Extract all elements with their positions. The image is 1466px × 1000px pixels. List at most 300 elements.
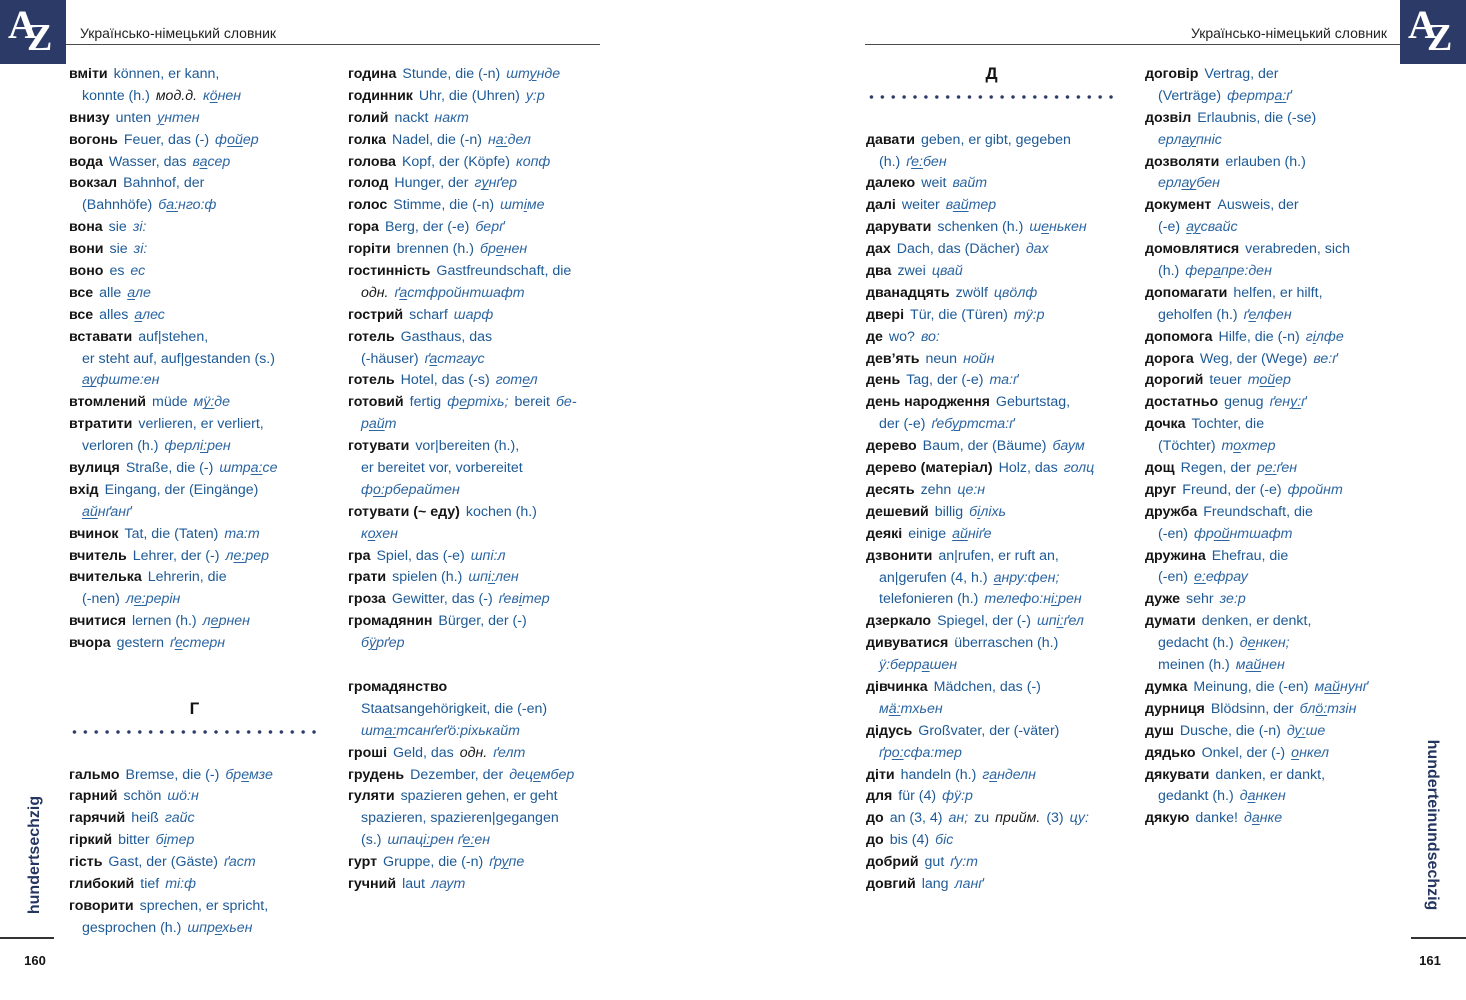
headword: дозвіл — [1145, 109, 1192, 126]
stressed-syllable: і — [518, 591, 523, 608]
entry-line — [866, 524, 1121, 546]
transcription-part: г — [1305, 328, 1313, 345]
german-translation: spazieren, spazieren|gegangen — [361, 810, 559, 827]
german-translation: zehn — [920, 481, 952, 498]
headword: далеко — [866, 175, 916, 192]
dictionary-entry — [1145, 699, 1400, 721]
transcription-part: пе — [508, 854, 525, 871]
dictionary-entry — [348, 86, 603, 108]
headword: гра — [348, 547, 371, 564]
headword: готель — [348, 372, 395, 389]
transcription-part: ґев — [498, 591, 519, 608]
stressed-syllable: е — [1247, 635, 1256, 652]
dictionary-entry — [1145, 611, 1400, 677]
entry-line — [866, 217, 1121, 239]
german-translation: Baum, der (Bäume) — [922, 438, 1047, 455]
headword: достатньо — [1145, 394, 1219, 411]
german-translation: brennen (h.) — [396, 241, 474, 258]
entry-line — [69, 152, 331, 174]
dictionary-entry — [866, 524, 1121, 546]
entry-line — [1145, 808, 1400, 830]
transcription — [1306, 329, 1344, 345]
entry-line — [866, 436, 1121, 458]
dictionary-entry — [866, 874, 1121, 896]
transcription-part: дец — [509, 766, 534, 783]
german-translation: Bahnhof, der — [123, 175, 205, 192]
dictionary-entry — [69, 392, 331, 414]
german-translation: danken, er dankt, — [1215, 766, 1326, 783]
transcription — [219, 460, 277, 476]
stressed-syllable: у — [529, 66, 537, 82]
dictionary-entry — [348, 436, 603, 502]
transcription-part: б — [969, 503, 978, 520]
entry-line — [1145, 567, 1400, 589]
dictionary-entry — [69, 130, 331, 152]
dictionary-entry — [1145, 327, 1400, 349]
entry-line — [1145, 786, 1400, 808]
transcription-part: тхьен — [900, 700, 943, 717]
headword: далі — [866, 197, 896, 214]
dictionary-entry — [866, 305, 1121, 327]
entry-line — [348, 743, 603, 765]
german-translation: teuer — [1209, 372, 1242, 389]
dictionary-entry — [69, 261, 331, 283]
entry-line — [69, 86, 331, 108]
dictionary-entry — [69, 830, 331, 852]
transcription — [425, 351, 485, 367]
dictionary-entry — [866, 633, 1121, 677]
transcription-part: лфен — [1255, 306, 1292, 323]
entry-line — [69, 458, 331, 480]
transcription — [134, 241, 148, 257]
entry-line — [69, 195, 331, 217]
entry-line — [348, 152, 603, 174]
stressed-syllable: ой — [1213, 525, 1230, 542]
german-translation: (3) — [1046, 810, 1064, 827]
entry-line — [348, 874, 603, 896]
transcription-part: штр — [219, 460, 251, 477]
transcription — [224, 526, 259, 542]
entry-line — [348, 546, 603, 568]
transcription-part: л — [529, 372, 538, 389]
transcription — [1236, 657, 1285, 673]
transcription — [82, 504, 131, 520]
transcription — [906, 154, 946, 170]
transcription-part: нкел — [1299, 744, 1329, 761]
stressed-syllable: у — [481, 175, 489, 192]
entry-line — [69, 611, 331, 633]
entry-line — [1145, 239, 1400, 261]
headword: говорити — [69, 897, 134, 914]
headword: вчителька — [69, 569, 142, 586]
transcription-part: т — [1247, 372, 1260, 389]
transcription — [1070, 810, 1089, 826]
stressed-syllable: е — [210, 613, 219, 630]
entry-line — [69, 130, 331, 152]
dictionary-entry — [69, 874, 331, 896]
entry-line — [866, 239, 1121, 261]
german-translation: es — [109, 263, 125, 280]
transcription — [989, 372, 1017, 388]
transcription — [935, 832, 953, 848]
entry-line — [348, 480, 603, 502]
stressed-syllable: ӧ — [209, 87, 218, 104]
german-translation: konnte (h.) — [82, 87, 150, 104]
dictionary-entry — [866, 765, 1121, 787]
transcription-part: нен — [1261, 657, 1285, 674]
headword: день народження — [866, 394, 990, 411]
dotted-divider — [866, 94, 1117, 100]
headword: голова — [348, 153, 396, 170]
entry-line — [866, 327, 1121, 349]
transcription — [471, 548, 506, 564]
transcription-part: рґер — [376, 635, 405, 652]
transcription — [994, 285, 1037, 301]
entry-line — [866, 852, 1121, 874]
entry-line — [866, 765, 1121, 787]
german-translation: Feuer, das (-) — [123, 131, 210, 148]
transcription-part: рберайтен — [384, 481, 460, 498]
transcription-part: нойн — [963, 350, 995, 367]
headword: думка — [1145, 678, 1188, 695]
transcription-part: бр — [225, 766, 242, 783]
transcription — [516, 154, 550, 170]
transcription — [500, 197, 544, 213]
dictionary-entry — [69, 480, 331, 524]
entry-line — [866, 130, 1121, 152]
headword: готувати (~ еду) — [348, 503, 460, 520]
stressed-syllable: е — [241, 766, 249, 783]
transcription — [203, 88, 241, 104]
transcription — [361, 635, 405, 651]
entry-line — [69, 567, 331, 589]
entry-line — [69, 370, 331, 392]
entry-line — [348, 786, 603, 808]
headword: до — [866, 832, 884, 849]
stressed-syllable: ӱ: — [203, 394, 215, 411]
transcription — [1158, 175, 1220, 191]
transcription-part: ф — [447, 394, 460, 411]
german-translation: spielen (h.) — [392, 569, 463, 586]
transcription-part: тӱ:р — [1013, 306, 1045, 323]
stressed-syllable: е: — [462, 832, 475, 849]
entry-line — [1145, 502, 1400, 524]
entry-line — [69, 524, 331, 546]
transcription-part: тсанґеґӧ:ріхькайт — [396, 722, 520, 739]
transcription-part: во: — [920, 328, 940, 345]
entry-line — [348, 327, 603, 349]
headword: де — [866, 328, 883, 345]
dictionary-entry — [1145, 283, 1400, 327]
stressed-syllable: е — [495, 241, 504, 258]
stressed-syllable: е — [533, 766, 541, 783]
transcription-part: д — [1239, 635, 1248, 652]
dictionary-entry — [1145, 589, 1400, 611]
entry-line — [866, 808, 1121, 830]
dictionary-entry — [348, 502, 603, 546]
entry-line — [69, 349, 331, 371]
headword: дочка — [1145, 416, 1186, 433]
transcription-part: г — [982, 766, 990, 783]
german-translation: tief — [140, 875, 160, 892]
transcription-part: ш — [1029, 219, 1042, 236]
dictionary-entry — [69, 414, 331, 458]
transcription-part: тер — [166, 832, 195, 849]
entry-line — [1145, 217, 1400, 239]
stressed-syllable: і — [977, 503, 981, 520]
transcription-part: бен — [1196, 175, 1220, 192]
headword: дарувати — [866, 219, 932, 236]
transcription-part: ґр — [879, 744, 892, 761]
headword: вхід — [69, 481, 99, 498]
transcription-part: пніс — [1196, 131, 1222, 148]
dictionary-entry — [69, 108, 331, 130]
transcription — [509, 767, 574, 783]
transcription-part: ланґ — [954, 875, 984, 892]
stressed-syllable: е: — [233, 547, 246, 564]
transcription-part: шен — [929, 657, 958, 674]
stressed-syllable: а — [993, 569, 1002, 586]
german-translation: weit — [921, 175, 947, 192]
headword: горіти — [348, 241, 391, 258]
dictionary-entry — [348, 611, 603, 655]
transcription-part: ен — [474, 832, 491, 849]
entry-line — [348, 305, 603, 327]
german-translation: (Töchter) — [1158, 438, 1216, 455]
transcription — [203, 613, 250, 629]
transcription — [1270, 394, 1306, 410]
dictionary-entry — [866, 480, 1121, 502]
dictionary-entry — [69, 524, 331, 546]
transcription — [879, 701, 943, 717]
section-heading: Г — [189, 698, 200, 718]
headword: довгий — [866, 875, 916, 892]
dictionary-entry — [69, 786, 331, 808]
dictionary-entry — [866, 130, 1121, 174]
dictionary-entry — [866, 283, 1121, 305]
transcription — [963, 351, 994, 367]
german-translation: Lehrer, der (-) — [132, 547, 220, 564]
headword: вода — [69, 153, 103, 170]
german-translation: überraschen (h.) — [954, 635, 1059, 652]
german-translation: gesprochen (h.) — [82, 919, 182, 936]
headword: гарний — [69, 788, 118, 805]
german-translation: Kopf, der (Köpfe) — [401, 153, 510, 170]
grammar-note: прийм. — [995, 810, 1041, 827]
dictionary-entry — [348, 874, 603, 896]
transcription-part: нґанґ — [97, 503, 131, 520]
stressed-syllable: і — [523, 197, 527, 214]
dictionary-entry — [1145, 370, 1400, 392]
transcription-part: нґер — [488, 175, 517, 192]
german-translation: Vertrag, der — [1204, 66, 1279, 82]
transcription — [1194, 569, 1248, 585]
transcription-part: б — [361, 635, 369, 652]
transcription — [969, 504, 1006, 520]
entry-line — [69, 173, 331, 195]
grammar-note: одн. — [361, 284, 389, 301]
dictionary-entry — [866, 173, 1121, 195]
transcription — [388, 832, 491, 848]
transcription — [454, 307, 493, 323]
entry-line — [866, 786, 1121, 808]
header-rule — [66, 44, 600, 45]
german-translation: sprechen, er spricht, — [139, 897, 269, 914]
headword: вогонь — [69, 131, 118, 148]
dictionary-entry — [1145, 195, 1400, 239]
headword: деякі — [866, 525, 903, 542]
headword: давати — [866, 131, 915, 148]
german-translation: gedankt (h.) — [1158, 788, 1234, 805]
section-heading-block — [69, 699, 320, 765]
stressed-syllable: е — [1041, 219, 1050, 236]
german-translation: danke! — [1195, 810, 1239, 827]
german-translation: gut — [924, 854, 945, 871]
transcription-part: ґеб — [931, 416, 952, 433]
transcription-part: ґ — [1301, 394, 1306, 411]
entry-line — [866, 173, 1121, 195]
transcription — [165, 876, 196, 892]
headword: дерево (матеріал) — [866, 460, 993, 477]
transcription-part: гайс — [164, 810, 195, 827]
headword: дівчинка — [866, 678, 928, 695]
transcription-part: ме — [526, 197, 545, 214]
german-translation: Meinung, die (-en) — [1193, 678, 1309, 695]
headword: готувати — [348, 438, 410, 455]
dictionary-entry — [348, 392, 603, 436]
stressed-syllable: а — [921, 657, 930, 674]
stressed-syllable: а: — [166, 197, 179, 214]
german-translation: Stunde, die (-n) — [402, 66, 501, 82]
german-translation: lernen (h.) — [131, 613, 197, 630]
german-translation: Freund, der (-e) — [1182, 481, 1282, 498]
transcription — [1158, 132, 1222, 148]
dictionary-entry — [1145, 152, 1400, 196]
headword: вона — [69, 219, 103, 236]
german-translation: Dach, das (Dächer) — [896, 241, 1020, 258]
german-translation: Wasser, das — [108, 153, 187, 170]
dictionary-entry — [866, 349, 1121, 371]
transcription — [133, 219, 147, 235]
transcription-part: м — [879, 700, 889, 717]
headword: діти — [866, 766, 895, 783]
entry-line — [69, 874, 331, 896]
transcription-part: ле — [134, 284, 151, 301]
german-translation: sie — [108, 219, 127, 236]
transcription-part: нен — [503, 241, 528, 258]
transcription-part: та:т — [224, 525, 260, 542]
transcription-part: д — [1286, 722, 1295, 739]
entry-line — [69, 414, 331, 436]
headword: вулиця — [69, 460, 120, 477]
german-translation: verlieren, er verliert, — [138, 416, 264, 433]
transcription — [225, 767, 273, 783]
dictionary-entry — [866, 458, 1121, 480]
transcription — [942, 788, 973, 804]
stressed-syllable: е: — [911, 153, 923, 170]
transcription — [1052, 438, 1084, 454]
entry-line — [1145, 743, 1400, 765]
entry-line — [348, 283, 603, 305]
german-translation: Geburtstag, — [995, 394, 1071, 411]
entry-line — [1145, 655, 1400, 677]
german-translation: wo? — [888, 328, 915, 345]
entry-line — [69, 765, 331, 787]
headword: дурниця — [1145, 700, 1205, 717]
transcription-part: ґел — [1063, 613, 1084, 630]
transcription — [952, 526, 991, 542]
transcription — [949, 810, 969, 826]
entry-line — [348, 699, 603, 721]
entry-line — [348, 633, 603, 655]
transcription-part: стфройнтшафт — [407, 284, 525, 301]
headword: дах — [866, 241, 891, 258]
transcription — [468, 569, 518, 585]
transcription-part: хен — [375, 525, 398, 542]
dictionary-entry — [1145, 458, 1400, 480]
german-translation: Onkel, der (-) — [1201, 744, 1286, 761]
headword: дружба — [1145, 503, 1198, 520]
stressed-syllable: а — [1247, 788, 1256, 805]
dictionary-entry — [1145, 721, 1400, 743]
entry-line — [866, 458, 1121, 480]
german-translation: (h.) — [1158, 263, 1180, 280]
dictionary-entry — [69, 633, 331, 655]
transcription — [1185, 263, 1272, 279]
stressed-syllable: і — [163, 832, 167, 849]
entry-line — [69, 808, 331, 830]
transcription — [1287, 723, 1325, 739]
page-number-words: hundertsechzig — [26, 795, 43, 915]
stressed-syllable: і: — [487, 569, 496, 586]
headword: гострий — [348, 306, 404, 323]
german-translation: laut — [402, 875, 425, 892]
transcription — [982, 767, 1036, 783]
stressed-syllable: ай — [1324, 678, 1341, 695]
stressed-syllable: е: — [133, 591, 146, 608]
dictionary-entry — [866, 195, 1121, 217]
transcription — [488, 132, 531, 148]
german-translation: verabreden, sich — [1245, 241, 1351, 258]
transcription-part: цвай — [931, 263, 963, 280]
headword: допомога — [1145, 328, 1213, 345]
logo-letter-a: A — [8, 2, 37, 47]
dictionary-entry — [866, 327, 1121, 349]
transcription — [1186, 219, 1238, 235]
headword: все — [69, 284, 94, 301]
transcription — [167, 788, 198, 804]
transcription-part: стгаус — [437, 350, 485, 367]
headword: гучний — [348, 875, 397, 892]
entry-line — [866, 414, 1121, 436]
entry-line — [1145, 173, 1400, 195]
headword: дозволяти — [1145, 153, 1220, 170]
german-translation: bitter — [118, 832, 150, 849]
german-translation: Hilfe, die (-n) — [1218, 328, 1300, 345]
transcription-part: ґаст — [224, 854, 256, 871]
transcription — [879, 745, 962, 761]
headword: вчитель — [69, 547, 127, 564]
stressed-syllable: ой — [227, 131, 243, 148]
transcription-part: шпац — [387, 832, 424, 849]
german-translation: telefonieren (h.) — [879, 591, 979, 608]
headword: допомагати — [1145, 284, 1228, 301]
stressed-syllable: ай — [1245, 657, 1262, 674]
stressed-syllable: ӱ — [368, 635, 377, 652]
grammar-note: мод.д. — [155, 87, 198, 104]
stressed-syllable: ӧ: — [1315, 700, 1328, 717]
german-translation: Weg, der (Wege) — [1199, 350, 1308, 367]
